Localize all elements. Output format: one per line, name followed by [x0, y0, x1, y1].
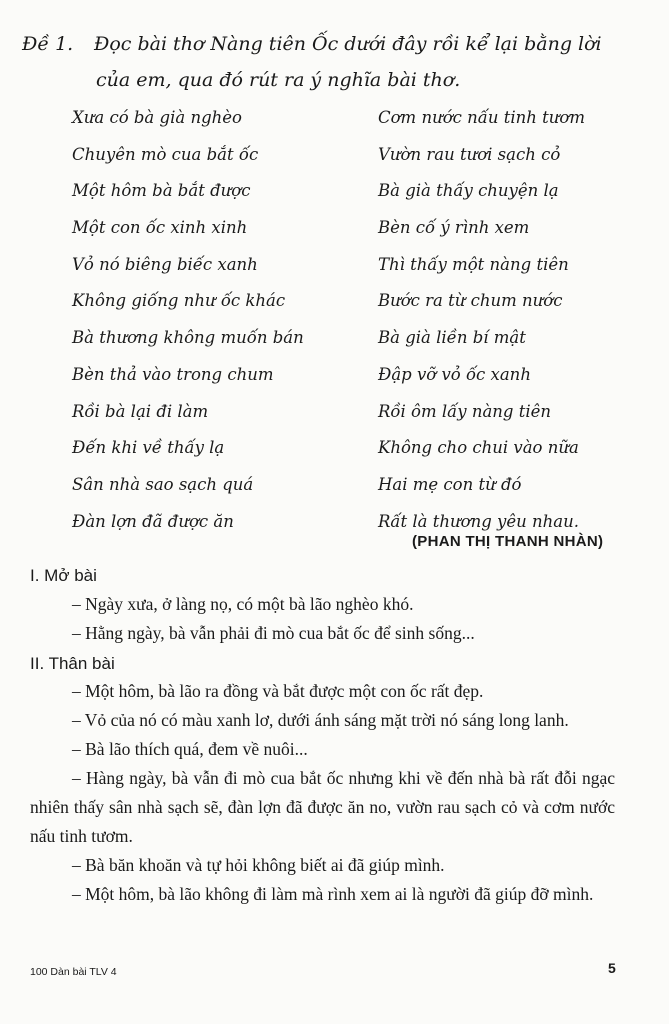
poem-line: Đàn lợn đã được ăn: [72, 511, 234, 531]
poem-line: Bà thương không muốn bán: [72, 328, 304, 348]
poem-line: Vỏ nó biêng biếc xanh: [72, 254, 258, 274]
poem-author: (PHAN THỊ THANH NHÀN): [412, 533, 604, 550]
poem-line: Thì thấy một nàng tiên: [378, 254, 569, 274]
poem-line: Sân nhà sao sạch quá: [72, 474, 254, 494]
poem-left-column: [72, 100, 304, 540]
section-body-main: [30, 677, 615, 909]
paragraph: – Một hôm, bà lão ra đồng và bắt được một con ốc rất đẹp.: [72, 681, 484, 701]
poem-line: Bèn thả vào trong chum: [72, 364, 274, 384]
footer-book-title: 100 Dàn bài TLV 4: [30, 966, 117, 978]
question-heading: [22, 26, 642, 98]
poem-line: Một con ốc xinh xinh: [72, 218, 248, 238]
page-number: 5: [608, 960, 616, 976]
poem-line: Một hôm bà bắt được: [72, 181, 251, 201]
question-text-line1: Đọc bài thơ Nàng tiên Ốc dưới đây rồi kể lại bằng lời: [94, 33, 602, 55]
paragraph: – Một hôm, bà lão không đi làm mà rình xem ai là người đã giúp đỡ mình.: [72, 884, 594, 904]
paragraph: – Ngày xưa, ở làng nọ, có một bà lão nghèo khó.: [72, 594, 414, 614]
poem-line: Vườn rau tươi sạch cỏ: [378, 144, 561, 164]
paragraph: – Hằng ngày, bà vẫn phải đi mò cua bắt ốc để sinh sống...: [72, 623, 475, 643]
poem-line: Bà già liền bí mật: [378, 328, 526, 348]
paragraph: – Vỏ của nó có màu xanh lơ, dưới ánh sáng mặt trời nó sáng long lanh.: [72, 710, 569, 730]
section-heading-intro: I. Mở bài: [30, 566, 97, 585]
section-body-intro: [30, 590, 615, 648]
poem-line: Hai mẹ con từ đó: [378, 474, 522, 494]
paragraph: – Bà lão thích quá, đem về nuôi...: [72, 739, 308, 759]
poem-line: Không giống như ốc khác: [72, 291, 286, 311]
poem-line: Rồi bà lại đi làm: [72, 401, 209, 421]
poem-line: Chuyên mò cua bắt ốc: [72, 144, 259, 164]
poem-line: Cơm nước nấu tinh tươm: [378, 108, 585, 127]
poem-line: Đập vỡ vỏ ốc xanh: [378, 364, 531, 384]
paragraph: – Bà băn khoăn và tự hỏi không biết ai đã giúp mình.: [72, 855, 445, 875]
poem-line: Bèn cố ý rình xem: [378, 218, 530, 238]
poem-line: Rồi ôm lấy nàng tiên: [378, 401, 552, 421]
paragraph: – Hàng ngày, bà vẫn đi mò cua bắt ốc nhưng khi về đến nhà bà rất đỗi ngạc nhiên thấy sân nhà sạch sẽ, đàn lợn đã được ăn no, vườn rau sạch cỏ và cơm nước nấu tinh tươm.: [30, 768, 615, 846]
question-number: Đề 1.: [22, 33, 74, 55]
question-text-line2: của em, qua đó rút ra ý nghĩa bài thơ.: [96, 69, 461, 91]
poem-right-column: [378, 100, 585, 540]
poem-line: Bước ra từ chum nước: [378, 291, 563, 311]
poem-line: Đến khi về thấy lạ: [72, 438, 225, 458]
poem-line: Rất là thương yêu nhau.: [378, 511, 579, 531]
poem-line: Xưa có bà già nghèo: [72, 108, 242, 127]
poem-line: Không cho chui vào nữa: [378, 438, 579, 458]
poem-line: Bà già thấy chuyện lạ: [378, 181, 559, 201]
section-heading-body: II. Thân bài: [30, 654, 115, 673]
